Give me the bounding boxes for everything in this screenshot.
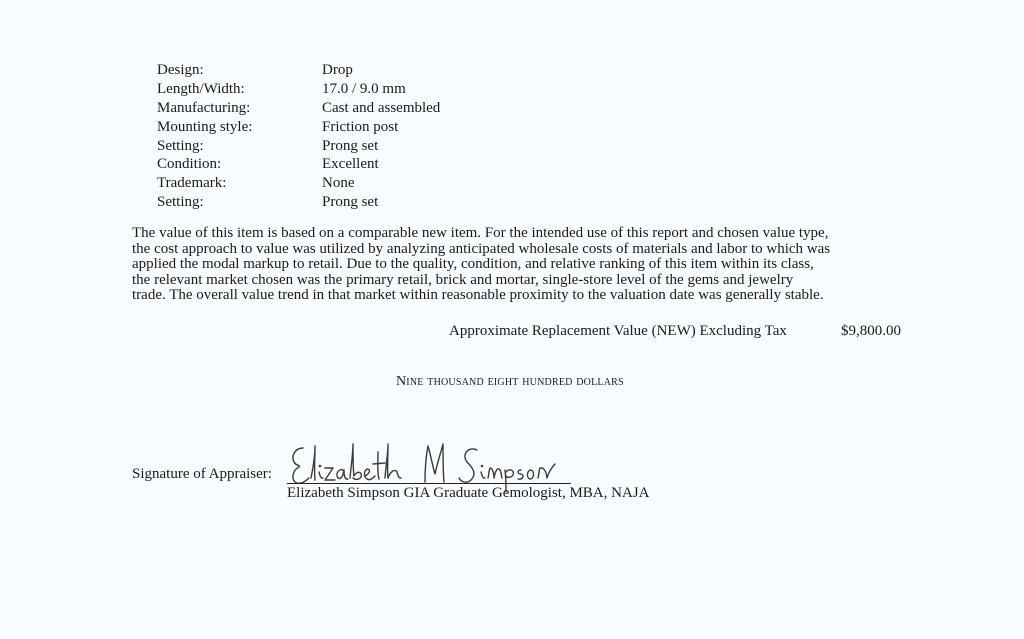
spec-label: Setting: (157, 194, 204, 211)
item-specifications (157, 61, 577, 212)
paragraph-line: the relevant market chosen was the primary retail, brick and mortar, single-store level of the gems and jewelry (132, 271, 794, 288)
replacement-value-line (449, 323, 901, 340)
spec-row (157, 80, 577, 99)
spec-value: Drop (322, 62, 353, 78)
spec-label: Trademark: (157, 175, 227, 192)
spec-value: None (322, 175, 355, 192)
spec-row (157, 155, 577, 174)
spec-label: Length/Width: (157, 80, 245, 97)
spec-label: Design: (157, 62, 204, 78)
spec-value: 17.0 / 9.0 mm (322, 80, 406, 97)
spec-value: Excellent (322, 156, 379, 173)
replacement-value-amount: $9,800.00 (841, 323, 901, 339)
replacement-value-label: Approximate Replacement Value (NEW) Excluding Tax (449, 323, 787, 339)
spec-row (157, 118, 577, 137)
signature-line (287, 483, 571, 484)
valuation-methodology-paragraph (132, 226, 917, 304)
amount-in-words: Nine thousand eight hundred dollars (396, 374, 624, 389)
spec-row (157, 193, 577, 212)
spec-row (157, 61, 577, 80)
paragraph-line: applied the modal markup to retail. Due to the quality, condition, and relative ranking of this item within its class, (132, 256, 814, 273)
spec-label: Manufacturing: (157, 99, 251, 116)
paragraph-line: trade. The overall value trend in that market within reasonable proximity to the valuation date was generally stable. (132, 287, 824, 304)
spec-label: Setting: (157, 137, 204, 154)
spec-value: Friction post (322, 118, 399, 135)
spec-row (157, 99, 577, 118)
paragraph-line: The value of this item is based on a comparable new item. For the intended use of this report and chosen value type, (132, 225, 829, 241)
spec-value: Prong set (322, 194, 379, 211)
spec-value: Cast and assembled (322, 99, 441, 116)
appraiser-printed-name: Elizabeth Simpson GIA Graduate Gemologist, MBA, NAJA (287, 485, 650, 501)
spec-label: Mounting style: (157, 118, 253, 135)
spec-row (157, 174, 577, 193)
paragraph-line: the cost approach to value was utilized by analyzing anticipated wholesale costs of materials and labor to which was (132, 240, 831, 257)
spec-value: Prong set (322, 137, 379, 154)
signature-label: Signature of Appraiser: (132, 466, 272, 482)
spec-row (157, 137, 577, 156)
spec-label: Condition: (157, 156, 222, 173)
